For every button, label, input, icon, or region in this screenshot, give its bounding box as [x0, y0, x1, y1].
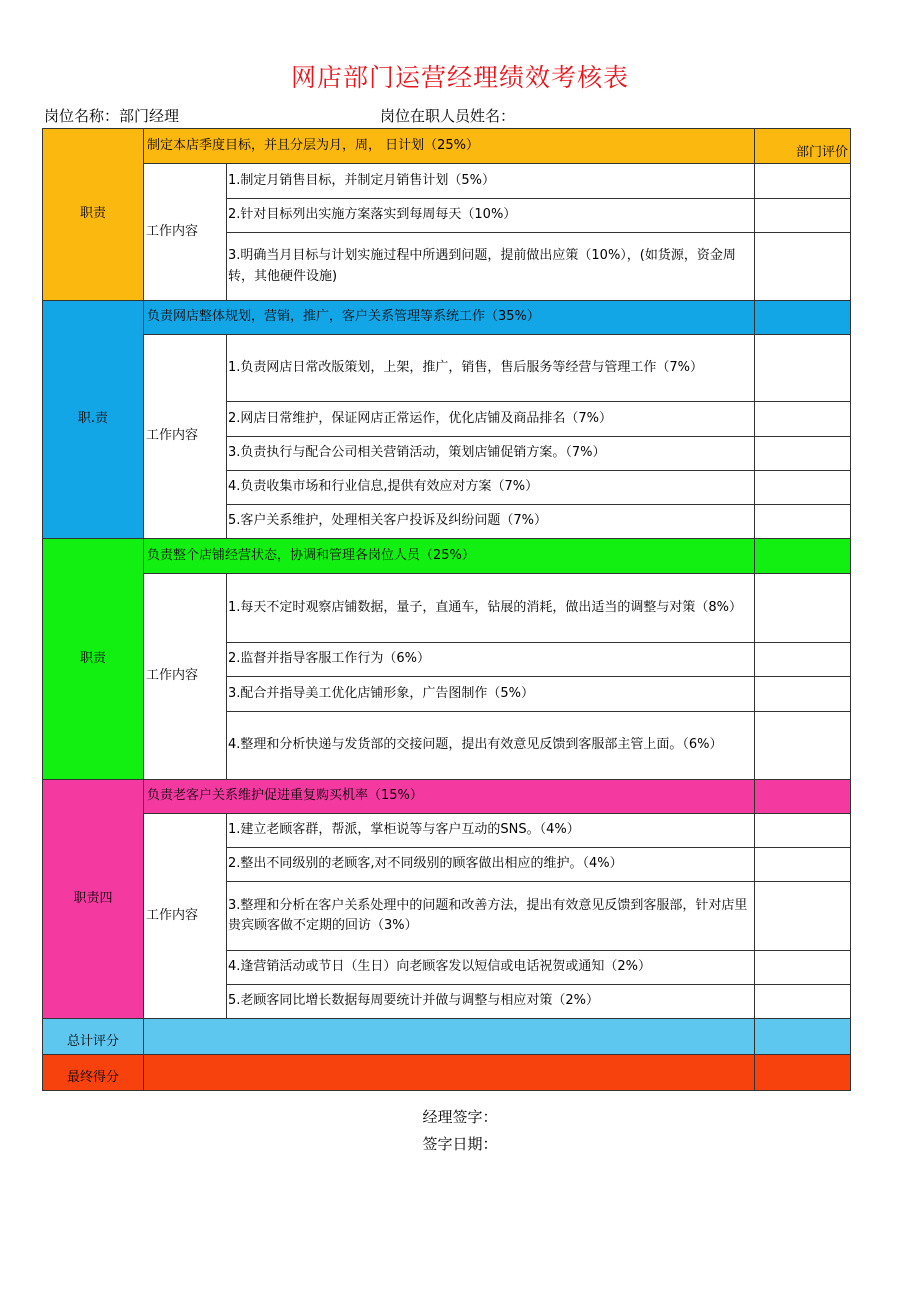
total-score-field[interactable]	[144, 1019, 755, 1055]
section-header-row	[43, 539, 851, 574]
section-label: 职责四	[43, 780, 144, 1019]
final-score-field[interactable]	[144, 1055, 755, 1091]
eval-cell[interactable]	[755, 951, 851, 985]
item-text: 3.配合并指导美工优化店铺形象，广告图制作（5%）	[227, 677, 755, 712]
item-text: 3.明确当月目标与计划实施过程中所遇到问题，提前做出应策（10%），(如货源，资金周转，其他硬件设施)	[227, 233, 755, 301]
item-text: 2.网店日常维护，保证网店正常运作，优化店铺及商品排名（7%）	[227, 402, 755, 437]
item-text: 4.整理和分析快递与发货部的交接问题，提出有效意见反馈到客服部主管上面。（6%）	[227, 712, 755, 780]
eval-cell[interactable]	[755, 301, 851, 335]
eval-cell[interactable]	[755, 848, 851, 882]
item-text: 2.整出不同级别的老顾客,对不同级别的顾客做出相应的维护。（4%）	[227, 848, 755, 882]
eval-cell[interactable]	[755, 164, 851, 199]
position-name-label: 岗位名称：部门经理	[44, 107, 180, 125]
section-label: 职责	[43, 129, 144, 301]
item-text: 3.负责执行与配合公司相关营销活动，策划店铺促销方案。（7%）	[227, 437, 755, 471]
section-header-row	[43, 301, 851, 335]
eval-cell[interactable]	[755, 471, 851, 505]
final-row	[43, 1055, 851, 1091]
manager-signature-label: 经理签字：	[422, 1108, 498, 1126]
total-row	[43, 1019, 851, 1055]
item-text: 1.制定月销售目标，并制定月销售计划（5%）	[227, 164, 755, 199]
total-score-label: 总计评分	[43, 1019, 144, 1055]
work-content-label: 工作内容	[144, 335, 227, 539]
item-text: 1.负责网店日常改版策划，上架，推广，销售，售后服务等经营与管理工作（7%）	[227, 335, 755, 402]
item-row	[43, 335, 851, 402]
eval-cell[interactable]	[755, 539, 851, 574]
eval-cell[interactable]	[755, 780, 851, 814]
signature-date-label: 签字日期：	[422, 1135, 498, 1153]
section-header: 负责老客户关系维护促进重复购买机率（15%）	[144, 780, 755, 814]
section-header-row	[43, 780, 851, 814]
item-row	[43, 574, 851, 643]
eval-cell[interactable]	[755, 505, 851, 539]
eval-cell[interactable]	[755, 574, 851, 643]
item-text: 5.老顾客同比增长数据每周要统计并做与调整与相应对策（2%）	[227, 985, 755, 1019]
item-text: 4.逢营销活动或节日（生日）向老顾客发以短信或电话祝贺或通知（2%）	[227, 951, 755, 985]
total-eval-cell[interactable]	[755, 1019, 851, 1055]
eval-cell[interactable]	[755, 233, 851, 301]
section-header: 负责整个店铺经营状态，协调和管理各岗位人员（25%）	[144, 539, 755, 574]
eval-cell[interactable]	[755, 814, 851, 848]
item-text: 1.建立老顾客群，帮派，掌柜说等与客户互动的SNS。（4%）	[227, 814, 755, 848]
eval-cell[interactable]	[755, 402, 851, 437]
section-label: 职责	[43, 539, 144, 780]
eval-cell[interactable]	[755, 882, 851, 951]
section-header: 负责网店整体规划，营销，推广，客户关系管理等系统工作（35%）	[144, 301, 755, 335]
work-content-label: 工作内容	[144, 814, 227, 1019]
item-text: 3.整理和分析在客户关系处理中的问题和改善方法，提出有效意见反馈到客服部，针对店里贵宾顾客做不定期的回访（3%）	[227, 882, 755, 951]
work-content-label: 工作内容	[144, 574, 227, 780]
eval-cell[interactable]	[755, 677, 851, 712]
item-text: 2.监督并指导客服工作行为（6%）	[227, 643, 755, 677]
eval-cell[interactable]	[755, 712, 851, 780]
section-header-row	[43, 129, 851, 164]
item-text: 1.每天不定时观察店铺数据，量子，直通车，钻展的消耗，做出适当的调整与对策（8%）	[227, 574, 755, 643]
item-text: 2.针对目标列出实施方案落实到每周每天（10%）	[227, 199, 755, 233]
section-header: 制定本店季度目标，并且分层为月，周， 日计划（25%）	[144, 129, 755, 164]
item-text: 5.客户关系维护，处理相关客户投诉及纠纷问题（7%）	[227, 505, 755, 539]
assessment-table	[42, 128, 851, 1091]
final-eval-cell[interactable]	[755, 1055, 851, 1091]
eval-cell[interactable]	[755, 335, 851, 402]
section-label: 职.责	[43, 301, 144, 539]
page-title: 网店部门运营经理绩效考核表	[290, 63, 629, 92]
eval-header: 部门评价	[755, 129, 851, 164]
eval-cell[interactable]	[755, 643, 851, 677]
item-row	[43, 814, 851, 848]
work-content-label: 工作内容	[144, 164, 227, 301]
item-text: 4.负责收集市场和行业信息,提供有效应对方案（7%）	[227, 471, 755, 505]
employee-name-label: 岗位在职人员姓名：	[380, 107, 516, 125]
eval-cell[interactable]	[755, 985, 851, 1019]
eval-cell[interactable]	[755, 199, 851, 233]
final-score-label: 最终得分	[43, 1055, 144, 1091]
eval-cell[interactable]	[755, 437, 851, 471]
item-row	[43, 164, 851, 199]
